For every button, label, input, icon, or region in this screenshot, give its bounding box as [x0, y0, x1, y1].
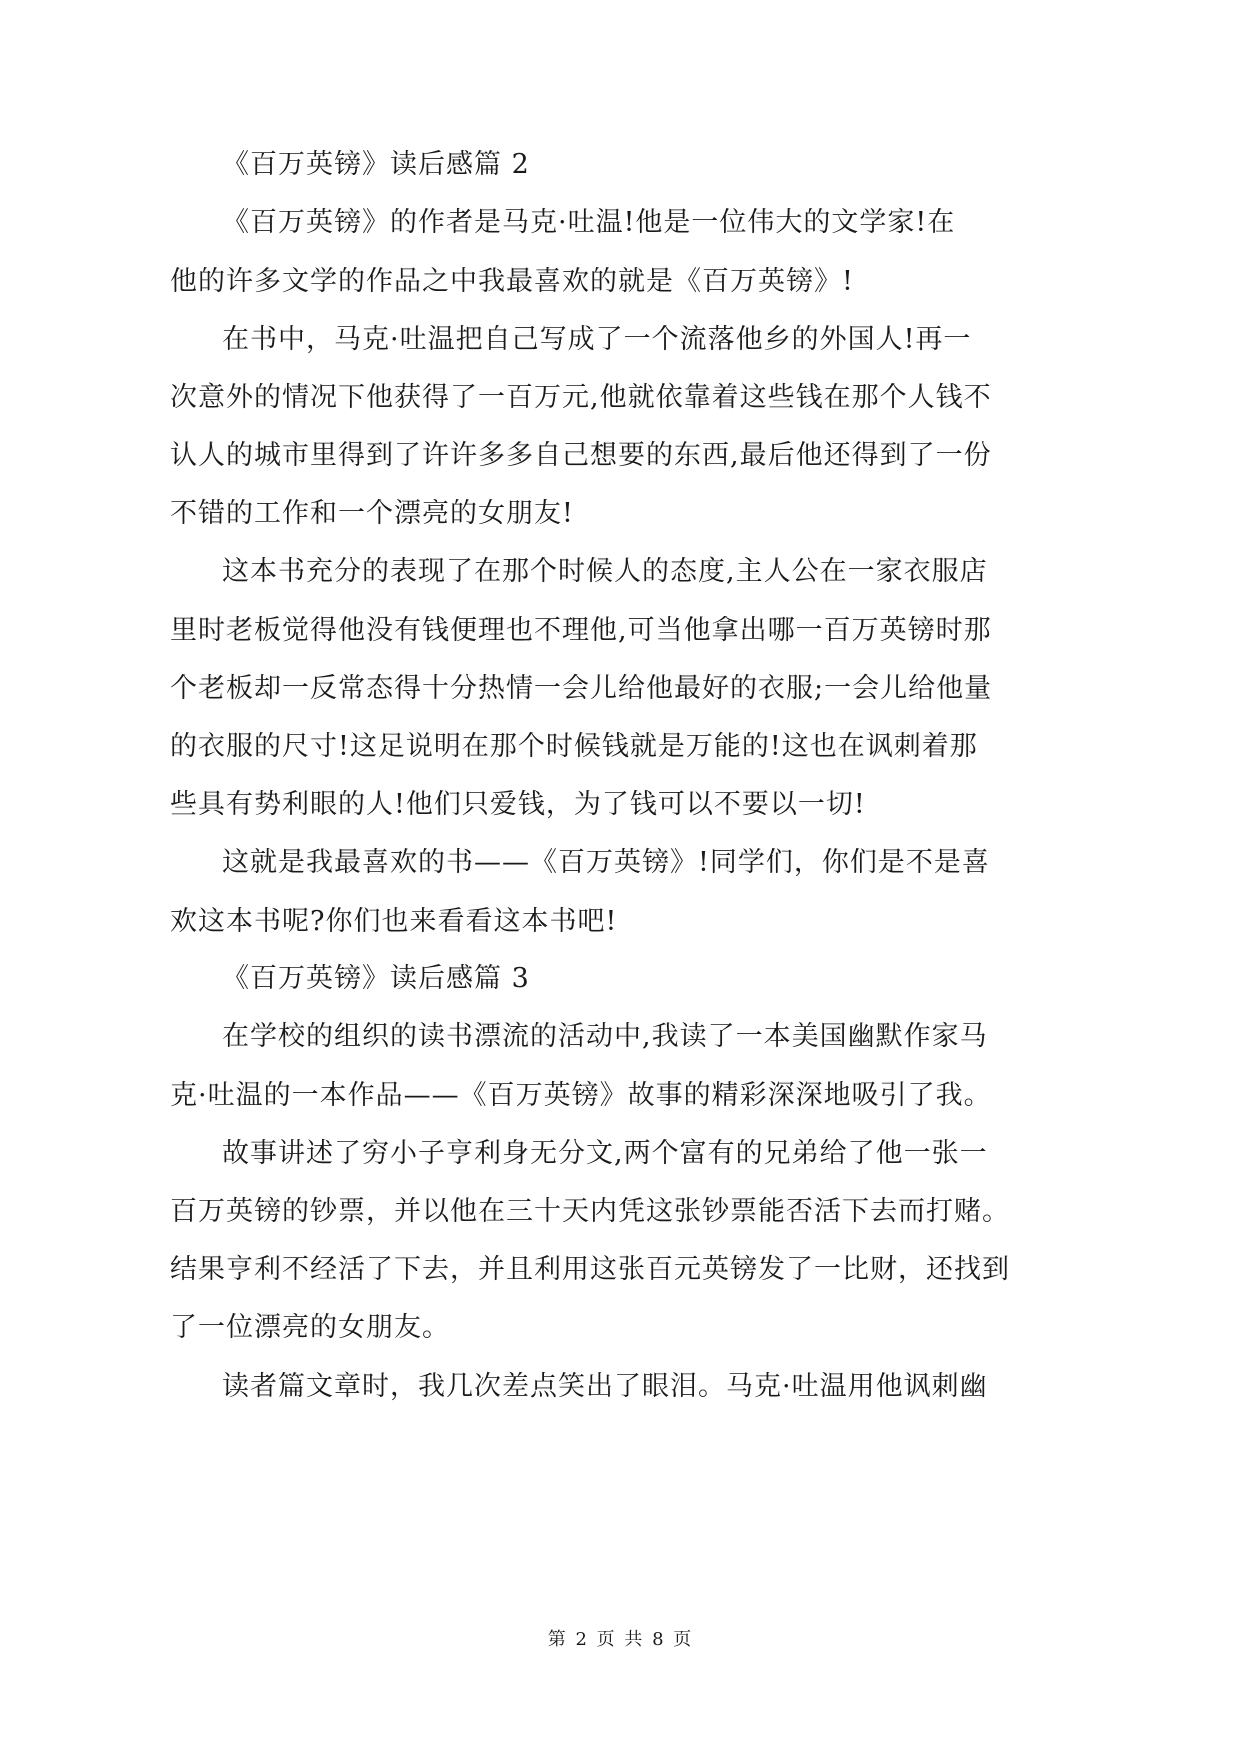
paragraph-line: 克·吐温的一本作品——《百万英镑》故事的精彩深深地吸引了我。 [170, 1080, 992, 1111]
paragraph-line: 些具有势利眼的人!他们只爱钱，为了钱可以不要以一切! [170, 789, 866, 820]
paragraph-line: 认人的城市里得到了许许多多自己想要的东西,最后他还得到了一份 [170, 440, 992, 471]
section-heading: 《百万英镑》读后感篇 3 [222, 963, 530, 994]
section-heading: 《百万英镑》读后感篇 2 [222, 149, 530, 180]
paragraph-line: 了一位漂亮的女朋友。 [170, 1312, 450, 1343]
paragraph-line: 欢这本书呢?你们也来看看这本书吧! [170, 906, 618, 937]
paragraph-line: 读者篇文章时，我几次差点笑出了眼泪。马克·吐温用他讽刺幽 [222, 1371, 988, 1402]
paragraph-line: 百万英镑的钞票，并以他在三十天内凭这张钞票能否活下去而打赌。 [170, 1196, 1010, 1227]
paragraph-line: 个老板却一反常态得十分热情一会儿给他最好的衣服;一会儿给他量 [170, 673, 993, 704]
paragraph-line: 里时老板觉得他没有钱便理也不理他,可当他拿出哪一百万英镑时那 [170, 615, 992, 646]
paragraph-line: 这本书充分的表现了在那个时候人的态度,主人公在一家衣服店 [222, 556, 988, 587]
paragraph-line: 《百万英镑》的作者是马克·吐温!他是一位伟大的文学家!在 [222, 207, 956, 238]
paragraph-line: 在书中，马克·吐温把自己写成了一个流落他乡的外国人!再一 [222, 324, 972, 355]
paragraph-line: 他的许多文学的作品之中我最喜欢的就是《百万英镑》! [170, 266, 854, 297]
paragraph-line: 的衣服的尺寸!这足说明在那个时候钱就是万能的!这也在讽刺着那 [170, 731, 978, 762]
paragraph-line: 故事讲述了穷小子亨利身无分文,两个富有的兄弟给了他一张一 [222, 1138, 988, 1169]
paragraph-line: 这就是我最喜欢的书——《百万英镑》!同学们，你们是不是喜 [222, 847, 990, 878]
paragraph-line: 次意外的情况下他获得了一百万元,他就依靠着这些钱在那个人钱不 [170, 382, 992, 413]
paragraph-line: 结果亨利不经活了下去，并且利用这张百元英镑发了一比财，还找到 [170, 1254, 1010, 1285]
paragraph-line: 不错的工作和一个漂亮的女朋友! [170, 498, 574, 529]
paragraph-line: 在学校的组织的读书漂流的活动中,我读了一本美国幽默作家马 [222, 1021, 988, 1052]
page-number-footer: 第 2 页 共 8 页 [547, 1629, 694, 1650]
